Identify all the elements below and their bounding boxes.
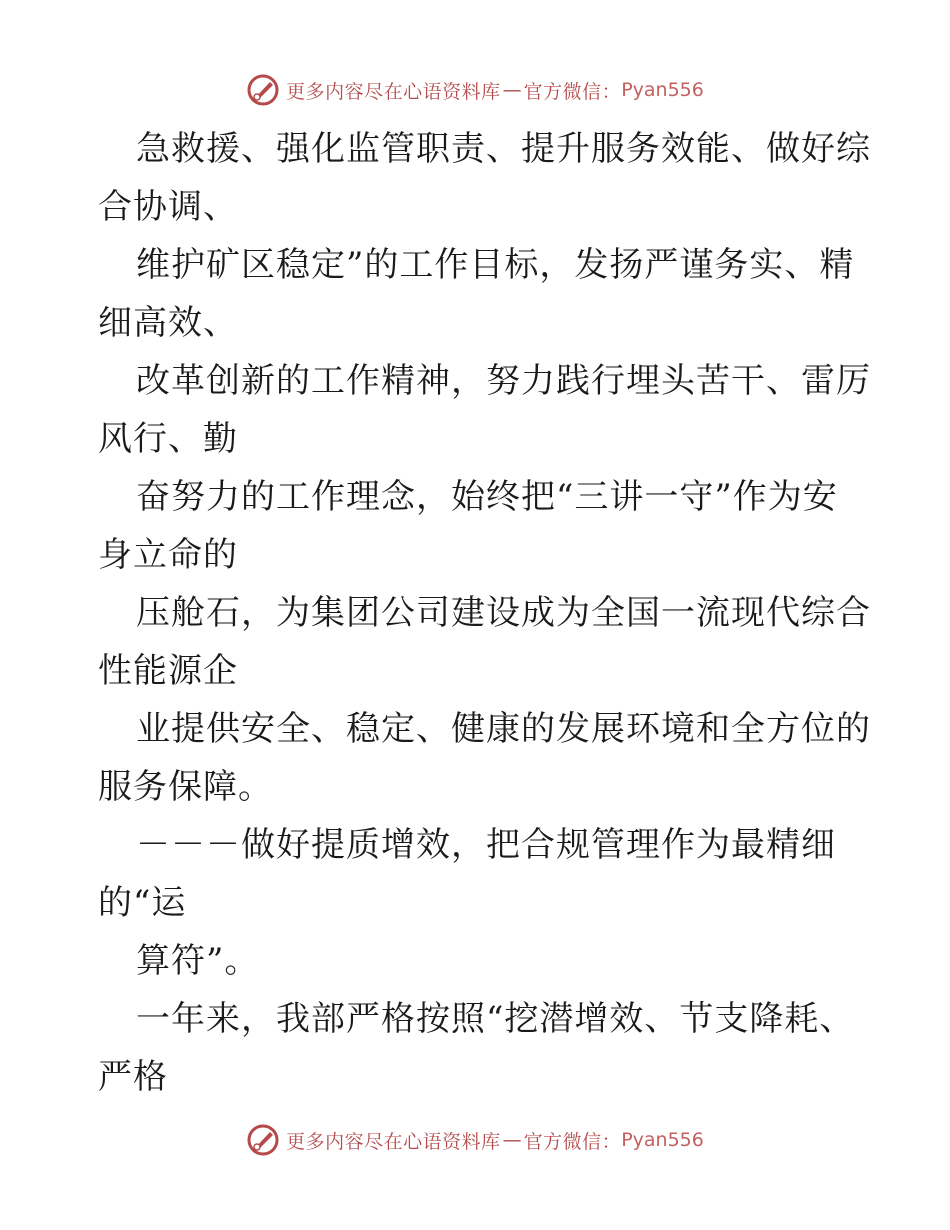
watermark-label: 官方微信： — [523, 80, 622, 103]
watermark-id: Pyan556 — [621, 79, 704, 101]
text-line: 一年来，我部严格按照“挖潜增效、节支降耗、 — [136, 999, 855, 1039]
footer-watermark — [0, 1120, 950, 1160]
quill-logo-icon — [246, 1123, 280, 1157]
text-line: 严格 — [98, 1057, 168, 1097]
text-line: 急救援、强化监管职责、提升服务效能、做好综 — [136, 129, 871, 169]
watermark-dash: — — [502, 1129, 522, 1151]
text-line: 改革创新的工作精神，努力践行埋头苦干、雷厉 — [136, 361, 871, 401]
text-line: 性能源企 — [98, 651, 238, 691]
text-line: 的“运 — [98, 883, 187, 923]
text-line: 细高效、 — [98, 303, 238, 343]
text-line: 算符”。 — [136, 941, 260, 981]
text-line: 服务保障。 — [98, 767, 273, 807]
watermark-text: 更多内容尽在心语资料库 — [286, 1130, 501, 1153]
text-line: 身立命的 — [98, 535, 238, 575]
text-line: 风行、勤 — [98, 419, 238, 459]
text-line: 业提供安全、稳定、健康的发展环境和全方位的 — [136, 709, 871, 749]
text-line: 奋努力的工作理念，始终把“三讲一守”作为安 — [136, 477, 838, 517]
document-body — [98, 120, 871, 1106]
watermark-dash: — — [502, 79, 522, 101]
text-line: 压舱石，为集团公司建设成为全国一流现代综合 — [136, 593, 871, 633]
watermark-text: 更多内容尽在心语资料库 — [286, 80, 501, 103]
header-watermark — [0, 70, 950, 110]
watermark-label: 官方微信： — [523, 1130, 622, 1153]
text-line: 合协调、 — [98, 187, 238, 227]
quill-logo-icon — [246, 73, 280, 107]
text-line: －－－做好提质增效，把合规管理作为最精细 — [136, 825, 836, 865]
text-line: 维护矿区稳定”的工作目标，发扬严谨务实、精 — [136, 245, 855, 285]
watermark-id: Pyan556 — [621, 1129, 704, 1151]
